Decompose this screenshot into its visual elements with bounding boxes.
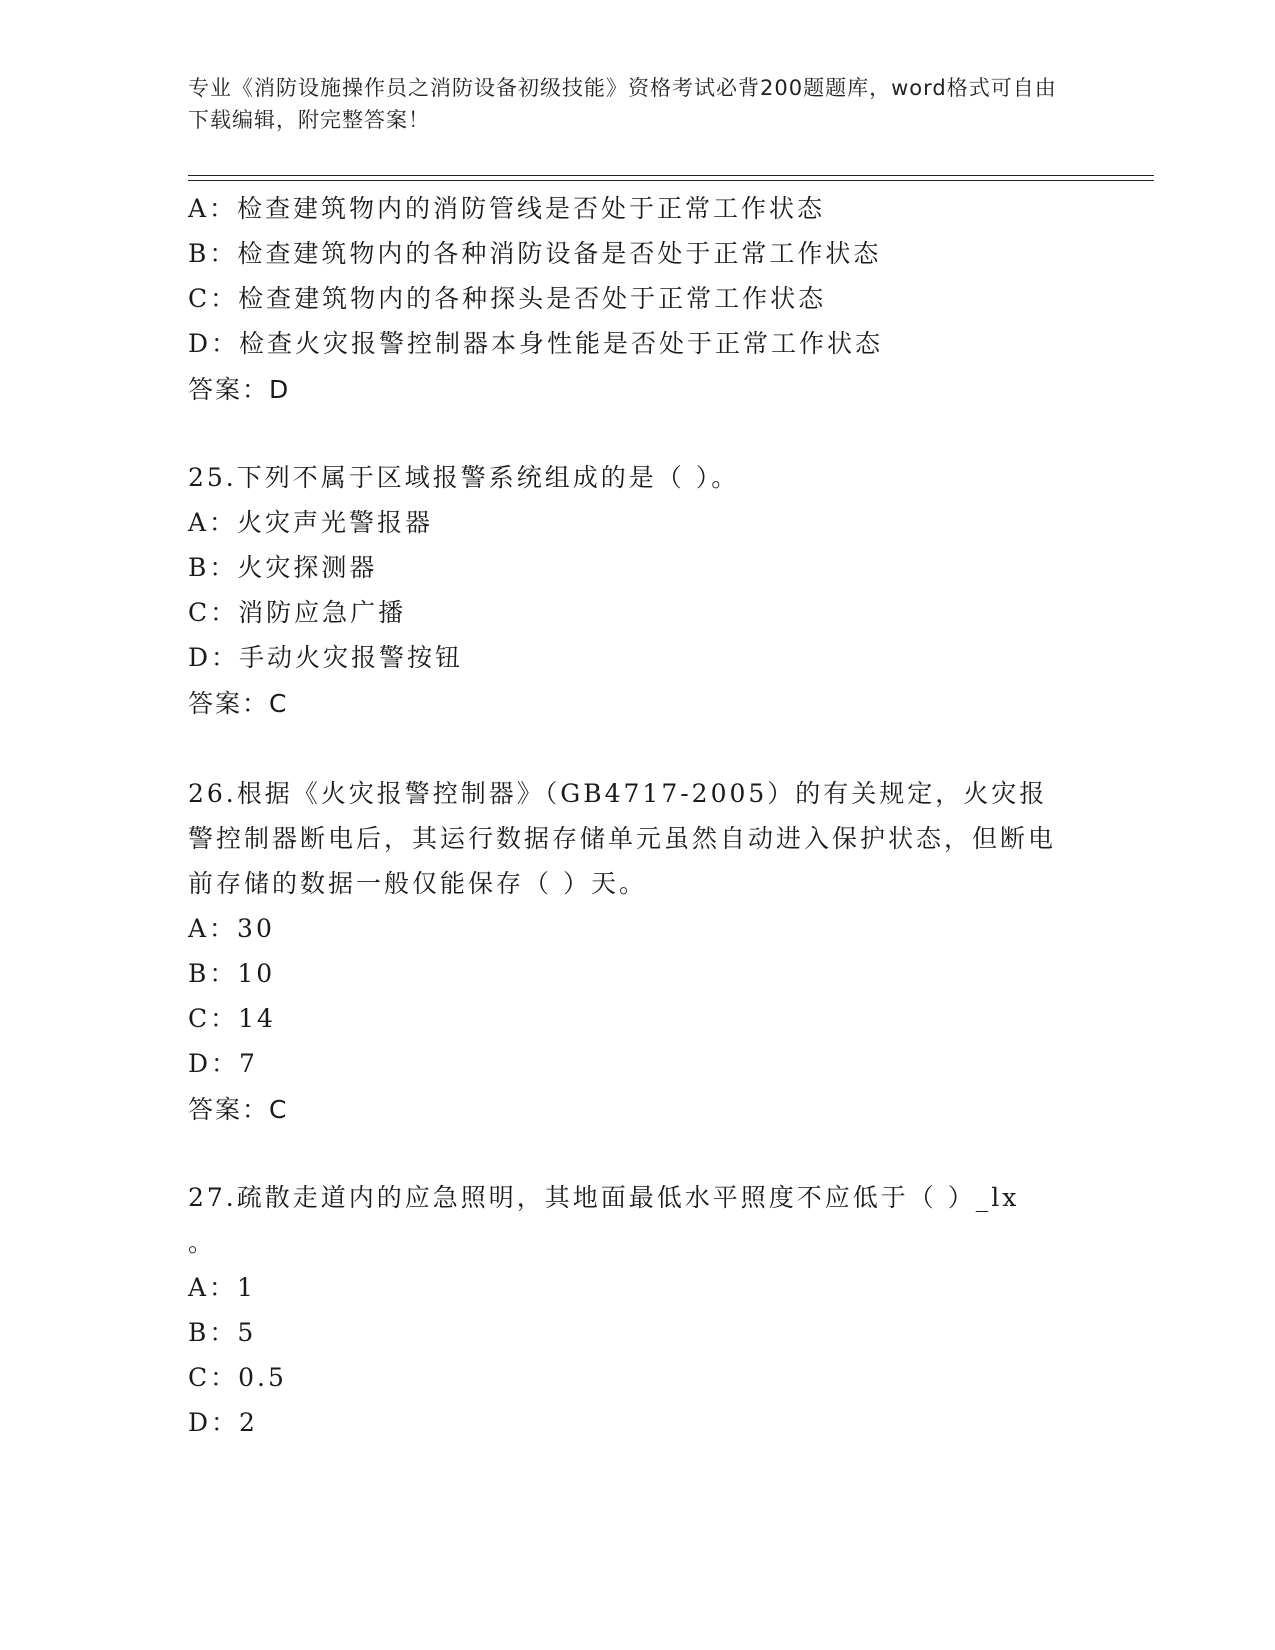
q25-option-d: D：手动火灾报警按钮 xyxy=(188,643,464,672)
q27-option-c: C：0.5 xyxy=(188,1363,287,1392)
header-rule-top xyxy=(188,175,1154,176)
q27-option-d: D：2 xyxy=(188,1408,258,1437)
q25-option-a: A：火灾声光警报器 xyxy=(188,508,434,537)
q27-option-b: B：5 xyxy=(188,1318,257,1347)
q26-option-a: A：30 xyxy=(188,914,275,943)
q27-question: 27.疏散走道内的应急照明，其地面最低水平照度不应低于（ ）_lx xyxy=(188,1183,1020,1212)
q24-option-c: C：检查建筑物内的各种探头是否处于正常工作状态 xyxy=(188,284,827,313)
q26-option-c: C：14 xyxy=(188,1004,276,1033)
document-header: 专业《消防设施操作员之消防设备初级技能》资格考试必背200题题库，word格式可自由下载编辑，附完整答案！ xyxy=(188,76,1057,132)
q25-question: 25.下列不属于区域报警系统组成的是（ ）。 xyxy=(188,463,740,492)
q25-answer: 答案：C xyxy=(188,689,289,718)
q26-answer: 答案：C xyxy=(188,1095,289,1124)
q26-option-d: D：7 xyxy=(188,1049,258,1078)
q26-question: 26.根据《火灾报警控制器》（GB4717-2005）的有关规定，火灾报警控制器断电后，其运行数据存储单元虽然自动进入保护状态，但断电前存储的数据一般仅能保存（ ）天。 xyxy=(188,779,1057,898)
q27-question-end: 。 xyxy=(188,1228,217,1257)
q24-option-b: B：检查建筑物内的各种消防设备是否处于正常工作状态 xyxy=(188,239,882,268)
q25-option-b: B：火灾探测器 xyxy=(188,553,378,582)
q26-option-b: B：10 xyxy=(188,959,276,988)
q27-option-a: A：1 xyxy=(188,1273,256,1302)
header-rule-bottom xyxy=(188,180,1154,181)
q25-option-c: C：消防应急广播 xyxy=(188,598,407,627)
q24-option-d: D：检查火灾报警控制器本身性能是否处于正常工作状态 xyxy=(188,329,884,358)
q24-answer: 答案：D xyxy=(188,375,291,404)
q24-option-a: A：检查建筑物内的消防管线是否处于正常工作状态 xyxy=(188,194,826,223)
